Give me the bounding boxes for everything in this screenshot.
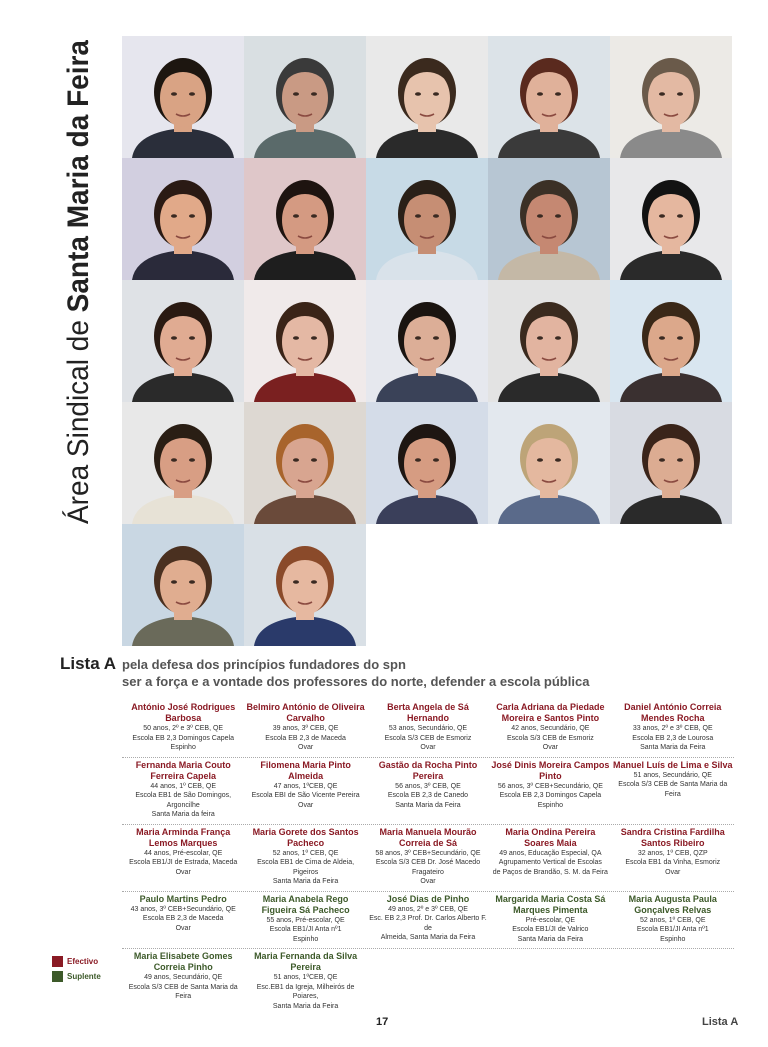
candidate-details: 53 anos, Secundário, QE bbox=[388, 725, 468, 732]
portrait-photo bbox=[366, 402, 488, 524]
candidate-details: 47 anos, 1ºCEB, QE bbox=[273, 782, 338, 790]
candidate-entry bbox=[244, 951, 366, 1011]
candidate-name: Maria Manuela Mourão Correia de Sá bbox=[379, 826, 477, 848]
candidate-entry bbox=[244, 894, 366, 945]
candidate-details: 42 anos, Secundário, QE bbox=[511, 725, 590, 732]
portrait-photo bbox=[610, 280, 732, 402]
candidate-location: Espinho bbox=[292, 935, 319, 943]
candidate-name: Daniel António Correia Mendes Rocha bbox=[624, 702, 722, 723]
legend-item-suplente bbox=[52, 971, 101, 982]
candidate-location: Santa Maria da Feira bbox=[640, 744, 706, 751]
candidate-entry bbox=[244, 760, 366, 820]
portrait-image bbox=[122, 402, 244, 524]
candidate-details: 49 anos, Educação Especial, QA bbox=[499, 849, 602, 857]
candidate-location: Ovar bbox=[175, 868, 191, 876]
candidate-entry bbox=[122, 827, 244, 887]
candidate-entry bbox=[244, 702, 366, 753]
portrait-photo bbox=[610, 36, 732, 158]
candidate-list bbox=[122, 700, 734, 1015]
candidate-entry bbox=[367, 702, 489, 753]
candidate-name: Maria Augusta Paula Gonçalves Relvas bbox=[628, 893, 717, 915]
portrait-photo bbox=[122, 524, 244, 646]
title-bold: Santa Maria da Feira bbox=[62, 40, 95, 313]
candidate-name: Fernanda Maria Couto Ferreira Capela bbox=[135, 759, 231, 781]
candidate-school: Esc. EB 2,3 Prof. Dr. Carlos Alberto F. de bbox=[369, 915, 487, 932]
portrait-image bbox=[122, 158, 244, 280]
portrait-image bbox=[610, 280, 732, 402]
portrait-photo bbox=[122, 36, 244, 158]
candidate-school: Escola S/3 CEB de Santa Maria da Feira bbox=[128, 983, 238, 1000]
candidate-row bbox=[122, 700, 734, 758]
portrait-photo bbox=[244, 158, 366, 280]
portrait-photo bbox=[244, 524, 366, 646]
candidate-name: Maria Arminda França Lemos Marques bbox=[136, 826, 231, 848]
candidate-location: Ovar bbox=[298, 801, 314, 809]
candidate-entry bbox=[489, 827, 611, 887]
candidate-school: Escola EB 2,3 de Maceda bbox=[142, 915, 224, 922]
candidate-school: Escola EBI de São Vicente Pereira bbox=[251, 792, 360, 799]
candidate-location: Almeida, Santa Maria da Feira bbox=[380, 934, 476, 941]
portrait-photo bbox=[244, 402, 366, 524]
candidate-entry bbox=[367, 760, 489, 820]
legend-label-suplente: Suplente bbox=[67, 972, 101, 981]
candidate-location: Espinho bbox=[170, 744, 196, 751]
candidate-details: 51 anos, Secundário, QE bbox=[633, 771, 712, 779]
candidate-details: 52 anos, 1º CEB, QE bbox=[272, 849, 339, 857]
candidate-school: Escola EB 2,3 Domingos Capela bbox=[499, 792, 602, 799]
candidate-location: Ovar bbox=[298, 744, 314, 751]
candidate-location: Santa Maria da Feira bbox=[272, 878, 339, 885]
candidate-school: Escola EB1/JI Anta nº1 bbox=[636, 926, 709, 933]
candidate-details: 44 anos, 1º CEB, QE bbox=[150, 782, 216, 790]
portrait-photo bbox=[488, 158, 610, 280]
candidate-name: Filomena Maria Pinto Almeida bbox=[260, 759, 351, 781]
candidate-name: Maria Gorete dos Santos Pacheco bbox=[252, 826, 359, 848]
candidate-entry bbox=[367, 827, 489, 887]
portrait-image bbox=[244, 524, 366, 646]
portrait-photo bbox=[366, 36, 488, 158]
legend-item-efectivo bbox=[52, 956, 101, 967]
portrait-image bbox=[488, 402, 610, 524]
candidate-entry bbox=[122, 894, 244, 945]
candidate-row bbox=[122, 825, 734, 892]
candidate-details: 44 anos, Pré-escolar, QE bbox=[144, 849, 223, 857]
portrait-photo bbox=[122, 158, 244, 280]
portrait-image bbox=[122, 36, 244, 158]
portrait-photo bbox=[244, 280, 366, 402]
candidate-name: José Dias de Pinho bbox=[386, 893, 470, 904]
candidate-entry bbox=[122, 760, 244, 820]
candidate-school: Escola EB1 da Vinha, Esmoriz bbox=[625, 859, 721, 866]
portrait-image bbox=[244, 158, 366, 280]
portrait-photo bbox=[488, 280, 610, 402]
candidate-school: Escola EB 2,3 de Lourosa bbox=[632, 734, 714, 742]
candidate-details: 55 anos, Pré-escolar, QE bbox=[266, 916, 345, 924]
photo-grid bbox=[122, 36, 732, 646]
candidate-details: 51 anos, 1ºCEB, QE bbox=[273, 974, 338, 981]
candidate-details: 52 anos, 1º CEB, QE bbox=[639, 916, 706, 924]
candidate-name: Belmiro António de Oliveira Carvalho bbox=[246, 702, 365, 723]
candidate-location: Espinho bbox=[660, 935, 686, 943]
portrait-image bbox=[244, 280, 366, 402]
candidate-school: Agrupamento Vertical de Escolas bbox=[498, 859, 602, 866]
list-label: Lista A bbox=[60, 654, 117, 673]
portrait-photo bbox=[244, 36, 366, 158]
candidate-name: Manuel Luís de Lima e Silva bbox=[612, 759, 733, 770]
candidate-entry bbox=[612, 827, 734, 887]
candidate-details: 49 anos, Secundário, QE bbox=[144, 974, 223, 981]
portrait-photo bbox=[610, 158, 732, 280]
candidate-entry bbox=[612, 702, 734, 753]
candidate-entry bbox=[489, 702, 611, 753]
candidate-school: Escola EB1/JI de Estrada, Maceda bbox=[129, 859, 238, 866]
candidate-location: Ovar bbox=[542, 744, 558, 751]
candidate-name: Gastão da Rocha Pinto Pereira bbox=[378, 759, 478, 781]
candidate-details: 33 anos, 2º e 3º CEB, QE bbox=[632, 725, 713, 732]
portrait-image bbox=[366, 280, 488, 402]
candidate-location: Santa Maria da Feira bbox=[272, 1002, 339, 1010]
candidate-name: Maria Ondina Pereira Soares Maia bbox=[505, 826, 596, 848]
candidate-name: Maria Anabela Rego Figueira Sá Pacheco bbox=[261, 893, 350, 915]
candidate-name: José Dinis Moreira Campos Pinto bbox=[491, 759, 610, 781]
candidate-school: Escola S/3 CEB de Santa Maria da Feira bbox=[618, 781, 728, 798]
portrait-image bbox=[122, 280, 244, 402]
portrait-image bbox=[488, 280, 610, 402]
candidate-school: Escola EB1/JI de Valrico bbox=[512, 926, 589, 933]
candidate-location: Santa Maria da Feira bbox=[517, 935, 584, 943]
candidate-entry bbox=[367, 894, 489, 945]
candidate-name: Maria Elisabete Gomes Correia Pinho bbox=[133, 951, 233, 972]
legend-label-efectivo: Efectivo bbox=[67, 957, 99, 966]
candidate-location: Espinho bbox=[537, 801, 564, 809]
title-light: Área Sindical de bbox=[62, 297, 95, 524]
candidate-school: Escola EB 2,3 de Canedo bbox=[387, 792, 469, 799]
portrait-photo bbox=[488, 402, 610, 524]
portrait-image bbox=[488, 36, 610, 158]
candidate-name: Maria Fernanda da Silva Pereira bbox=[254, 951, 358, 972]
portrait-image bbox=[244, 402, 366, 524]
legend-swatch-suplente bbox=[52, 971, 63, 982]
candidate-details: 43 anos, 3º CEB+Secundário, QE bbox=[130, 905, 236, 913]
candidate-name: Carla Adriana da Piedade Moreira e Santos Pinto bbox=[496, 702, 605, 723]
portrait-image bbox=[366, 402, 488, 524]
portrait-image bbox=[610, 402, 732, 524]
candidate-details: Pré-escolar, QE bbox=[525, 916, 576, 924]
footer-label: Lista A bbox=[702, 1016, 739, 1028]
candidate-details: 49 anos, 2º e 3º CEB, QE bbox=[388, 905, 468, 913]
candidate-entry bbox=[244, 827, 366, 887]
candidate-school: Escola EB 2,3 Domingos Capela bbox=[132, 734, 234, 742]
page-number: 17 bbox=[376, 1016, 389, 1028]
portrait-image bbox=[366, 158, 488, 280]
candidate-entry bbox=[612, 894, 734, 945]
candidate-entry bbox=[122, 702, 244, 753]
candidate-school: Escola S/3 CEB Dr. José Macedo Fragateiro bbox=[375, 859, 481, 876]
candidate-details: 56 anos, 3º CEB, QE bbox=[395, 782, 461, 790]
candidate-school: Escola EB1 de Cima de Aldeia, Pigeiros bbox=[257, 859, 355, 876]
portrait-image bbox=[366, 36, 488, 158]
portrait-photo bbox=[122, 402, 244, 524]
candidate-school: Escola S/3 CEB de Esmoriz bbox=[506, 734, 594, 742]
candidate-school: Escola S/3 CEB de Esmoriz bbox=[384, 734, 472, 742]
portrait-photo bbox=[610, 402, 732, 524]
candidate-school: Escola EB1 de São Domingos, Argoncilhe bbox=[135, 792, 232, 809]
candidate-location: Ovar bbox=[420, 744, 436, 751]
candidate-location: Santa Maria da feira bbox=[151, 811, 215, 818]
portrait-image bbox=[488, 158, 610, 280]
portrait-image bbox=[244, 36, 366, 158]
candidate-row bbox=[122, 758, 734, 825]
candidate-name: António José Rodrigues Barbosa bbox=[131, 702, 236, 723]
legend bbox=[52, 956, 101, 986]
portrait-photo bbox=[122, 280, 244, 402]
vertical-page-title bbox=[16, 40, 116, 524]
candidate-entry bbox=[612, 760, 734, 820]
candidate-school: Escola EB 2,3 de Maceda bbox=[265, 734, 346, 742]
candidate-location: Santa Maria da Feira bbox=[395, 801, 461, 809]
vertical-title-svg bbox=[16, 40, 116, 524]
candidate-name: Paulo Martins Pedro bbox=[139, 893, 227, 904]
candidate-details: 39 anos, 3º CEB, QE bbox=[272, 725, 339, 732]
candidate-location: Ovar bbox=[665, 868, 681, 876]
portrait-photo bbox=[488, 36, 610, 158]
portrait-image bbox=[610, 36, 732, 158]
candidate-row bbox=[122, 892, 734, 950]
candidate-row bbox=[122, 949, 734, 1015]
candidate-name: Sandra Cristina Fardilha Santos Ribeiro bbox=[620, 826, 725, 848]
list-subtitle-line-2: ser a força e a vontade dos professores do norte, defender a escola pública bbox=[122, 674, 590, 689]
portrait-image bbox=[122, 524, 244, 646]
candidate-school: Esc.EB1 da Igreja, Milheirós de Poiares, bbox=[256, 983, 355, 1000]
portrait-photo bbox=[366, 158, 488, 280]
candidate-location: Ovar bbox=[420, 878, 436, 885]
list-subtitle-line-1: pela defesa dos princípios fundadores do spn bbox=[122, 657, 406, 672]
candidate-details: 50 anos, 2º e 3º CEB, QE bbox=[143, 725, 224, 732]
candidate-details: 32 anos, 1º CEB, QZP bbox=[637, 849, 708, 857]
list-subtitle bbox=[122, 656, 589, 690]
candidate-details: 56 anos, 3º CEB+Secundário, QE bbox=[497, 782, 603, 790]
portrait-photo bbox=[366, 280, 488, 402]
candidate-details: 58 anos, 3º CEB+Secundário, QE bbox=[375, 849, 481, 857]
candidate-entry bbox=[489, 760, 611, 820]
portrait-image bbox=[610, 158, 732, 280]
candidate-name: Berta Angela de Sá Hernando bbox=[387, 702, 469, 723]
candidate-name: Margarida Maria Costa Sá Marques Pimenta bbox=[495, 893, 606, 915]
legend-swatch-efectivo bbox=[52, 956, 63, 967]
candidate-school: Escola EB1/JI Anta nº1 bbox=[269, 926, 342, 933]
candidate-entry bbox=[122, 951, 244, 1011]
candidate-location: de Paços de Brandão, S. M. da Feira bbox=[492, 868, 608, 876]
vertical-title-text bbox=[62, 40, 95, 524]
candidate-location: Ovar bbox=[175, 924, 191, 932]
candidate-entry bbox=[489, 894, 611, 945]
